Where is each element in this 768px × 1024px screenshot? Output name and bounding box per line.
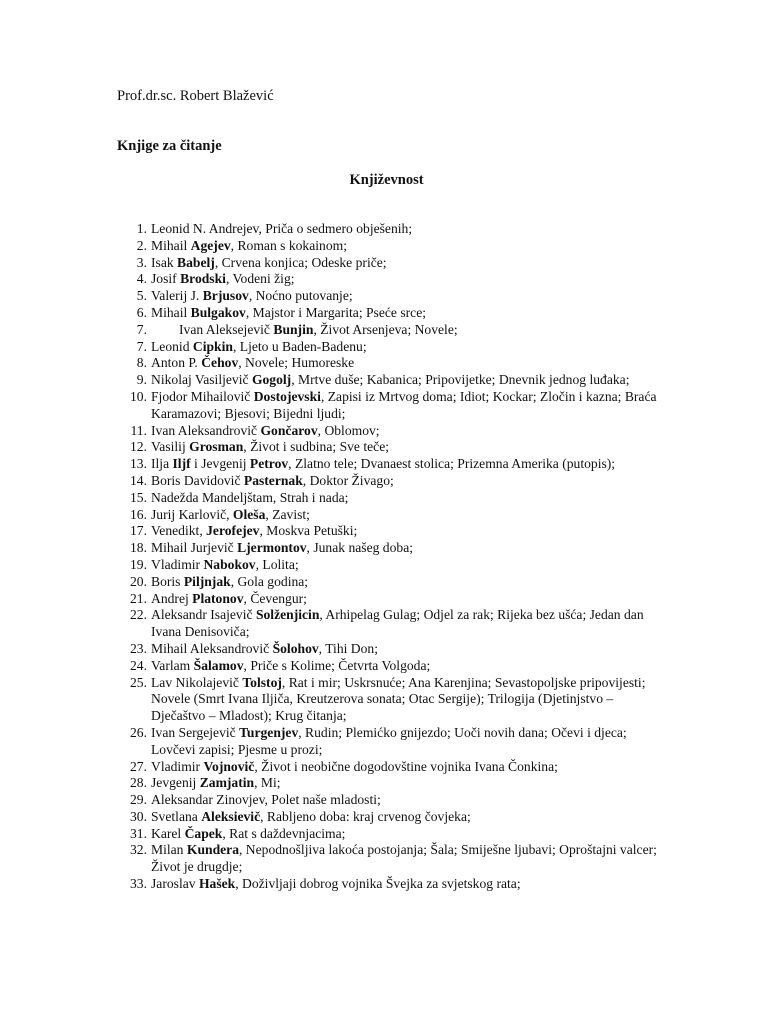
author-first-name: Jevgenij <box>151 775 200 791</box>
author-first-name: Boris Davidovič <box>151 472 244 488</box>
list-item-number: 12. <box>130 439 147 455</box>
list-item-number: 5. <box>136 288 147 304</box>
author-surname: Cipkin <box>192 338 233 354</box>
list-item-number: 4. <box>136 271 147 287</box>
list-item <box>117 238 657 255</box>
author-surname: Solženjicin <box>255 607 320 623</box>
author-first-name: Anton P. <box>151 355 202 371</box>
list-item-text <box>151 725 627 757</box>
list-item-text <box>151 389 657 421</box>
book-titles: , Lolita; <box>255 556 299 572</box>
list-item-text <box>151 255 387 270</box>
book-titles: , Zlatno tele; Dvanaest stolica; Prizemna Amerika (putopis); <box>288 456 616 472</box>
list-item-number: 8. <box>136 355 147 371</box>
list-item-text <box>151 439 389 454</box>
book-titles: , Tihi Don; <box>318 640 378 656</box>
list-item <box>117 439 657 456</box>
list-item <box>117 523 657 540</box>
book-titles: , Zavist; <box>265 506 310 522</box>
list-item <box>117 658 657 675</box>
book-titles: , Arhipelag Gulag; Odjel za rak; Rijeka bez ušća; Jedan dan Ivana Denisoviča; <box>151 607 644 640</box>
list-item-text <box>151 238 347 253</box>
author-surname: Nabokov <box>203 556 256 572</box>
book-titles: , Noćno putovanje; <box>248 288 353 304</box>
book-titles: , Roman s kokainom; <box>230 237 347 253</box>
book-titles: , Doktor Živago; <box>302 472 394 488</box>
list-item-text <box>151 792 381 807</box>
list-item-number: 23. <box>130 640 147 656</box>
author-first-name: Fjodor Mihailovič <box>151 388 254 404</box>
author-surname: Brjusov <box>202 288 249 304</box>
author-surname: Ljermontov <box>237 540 307 556</box>
author-surname: Čehov <box>201 355 239 371</box>
author-surname: Kundera <box>186 842 239 858</box>
list-item <box>117 473 657 490</box>
author-surname: Šalamov <box>193 657 244 673</box>
list-item-text <box>151 574 308 589</box>
list-item-text <box>151 641 378 656</box>
document-heading: Knjige za čitanje <box>117 138 222 154</box>
list-item-text <box>151 288 353 303</box>
list-item-number: 6. <box>136 304 147 320</box>
list-item-number: 15. <box>130 489 147 505</box>
author-first-name: Karel <box>151 825 185 841</box>
list-item-number: 22. <box>130 607 147 623</box>
author-surname: Iljf <box>172 456 191 472</box>
author-surname: Babelj <box>177 254 215 270</box>
author-first-name: Vasilij <box>151 439 190 455</box>
list-item-number: 19. <box>130 556 147 572</box>
list-item-text <box>151 607 644 639</box>
list-item-number: 14. <box>130 472 147 488</box>
list-item-number: 31. <box>130 825 147 841</box>
list-item-text <box>151 355 354 370</box>
author-first-name: Josif <box>151 271 181 287</box>
list-item-text <box>151 876 521 891</box>
list-item-text <box>151 423 380 438</box>
list-item <box>117 355 657 372</box>
list-item-text <box>151 557 299 572</box>
list-item-text <box>151 540 413 555</box>
author-surname: Zamjatin <box>199 775 255 791</box>
author-name: Prof.dr.sc. Robert Blažević <box>117 88 274 104</box>
list-item <box>117 305 657 322</box>
list-item <box>117 389 657 423</box>
book-titles: , Strah i nada; <box>272 489 349 505</box>
author-first-name: Ivan Aleksandrovič <box>151 422 261 438</box>
book-titles: , Nepodnošljiva lakoća postojanja; Šala; Smiješne ljubavi; Oproštajni valcer; Život je drugdje; <box>151 842 657 875</box>
book-titles: , Rat s daždevnjacima; <box>222 825 346 841</box>
list-item-number: 13. <box>130 456 147 472</box>
list-item-text <box>151 372 629 387</box>
book-list <box>117 221 657 893</box>
author-first-name: Ivan Sergejevič <box>151 724 240 740</box>
author-first-name: Mihail Aleksandrovič <box>151 640 273 656</box>
list-item-number: 1. <box>136 221 147 236</box>
list-item <box>117 725 657 759</box>
list-item-number: 2. <box>136 237 147 253</box>
author-connector: i Jevgenij <box>190 456 250 472</box>
list-item-text <box>151 271 295 286</box>
list-item <box>117 574 657 591</box>
list-item <box>117 792 657 809</box>
list-item <box>117 826 657 843</box>
list-item-text <box>151 339 367 354</box>
list-item-number: 30. <box>130 808 147 824</box>
author-surname: Šolohov <box>272 640 319 656</box>
author-first-name: Vladimir <box>151 758 204 774</box>
list-item-text <box>151 826 345 841</box>
list-item <box>117 842 657 876</box>
book-titles: , Vodeni žig; <box>225 271 295 287</box>
author-first-name: Venedikt, <box>151 523 207 539</box>
list-item-text <box>151 456 615 471</box>
list-item <box>117 372 657 389</box>
book-titles: , Rudin; Plemićko gnijezdo; Uoči novih dana; Očevi i djeca; Lovčevi zapisi; Pjesme u prozi; <box>151 724 627 757</box>
author-first-name: Boris <box>151 573 184 589</box>
list-item <box>117 221 657 238</box>
author-first-name: Mihail Jurjevič <box>151 540 238 556</box>
list-item-number: 27. <box>130 758 147 774</box>
list-item-number: 33. <box>130 876 147 892</box>
author-surname: Tolstoj <box>242 674 282 690</box>
book-titles: , Čevengur; <box>243 590 307 606</box>
book-titles: , Gola godina; <box>230 573 309 589</box>
list-item-text <box>151 305 426 320</box>
list-item-text <box>151 507 310 522</box>
author-first-name: Isak <box>151 254 178 270</box>
author-surname: Gončarov <box>260 422 318 438</box>
author-surname: Turgenjev <box>239 724 299 740</box>
list-item-text <box>151 658 430 673</box>
list-item-number: 11. <box>130 422 147 438</box>
list-item-number: 20. <box>130 573 147 589</box>
list-item-number: 7. <box>136 321 147 337</box>
list-item-number: 24. <box>130 657 147 673</box>
author-first-name: Mihail <box>151 304 191 320</box>
author-surname: Gogolj <box>251 372 292 388</box>
book-titles: , Crvena konjica; Odeske priče; <box>214 254 387 270</box>
author-surname: Jerofejev <box>206 523 260 539</box>
list-item <box>117 490 657 507</box>
book-titles: , Priča o sedmero obješenih; <box>258 221 413 236</box>
book-titles: , Polet naše mladosti; <box>264 792 381 808</box>
list-item <box>117 271 657 288</box>
list-item <box>117 591 657 608</box>
list-item-number: 10. <box>130 388 147 404</box>
author-first-name: Nikolaj Vasiljevič <box>151 372 252 388</box>
list-item-number: 26. <box>130 724 147 740</box>
list-item-text <box>151 221 412 236</box>
book-titles: , Život Arsenjeva; Novele; <box>313 321 458 337</box>
section-title: Književnost <box>349 172 424 188</box>
list-item-number: 21. <box>130 590 147 606</box>
list-item <box>117 507 657 524</box>
list-item <box>117 339 657 356</box>
list-item <box>117 322 657 339</box>
book-titles: , Priče s Kolime; Četvrta Volgoda; <box>243 657 431 673</box>
book-titles: , Mi; <box>254 775 281 791</box>
author-surname: Agejev <box>190 237 231 253</box>
list-item-text <box>151 842 657 874</box>
list-item-number: 32. <box>130 842 147 858</box>
list-item-number: 17. <box>130 523 147 539</box>
list-item <box>117 759 657 776</box>
book-titles: , Majstor i Margarita; Pseće srce; <box>245 304 427 320</box>
author-first-name: Jaroslav <box>151 876 199 892</box>
list-item <box>117 876 657 893</box>
list-item-number: 9. <box>136 372 147 388</box>
list-item-number: 16. <box>130 506 147 522</box>
author-first-name: Jurij Karlovič, <box>151 506 233 522</box>
list-item-number: 28. <box>130 775 147 791</box>
list-item-number: 7. <box>136 338 147 354</box>
author-first-name: Ilja <box>151 456 173 472</box>
book-titles: , Život i sudbina; Sve teče; <box>243 439 390 455</box>
list-item <box>117 607 657 641</box>
list-item <box>117 255 657 272</box>
book-titles: , Oblomov; <box>317 422 380 438</box>
list-item-text <box>151 759 558 774</box>
list-item-text <box>151 322 458 339</box>
list-item <box>117 540 657 557</box>
book-titles: , Doživljaji dobrog vojnika Švejka za svjetskog rata; <box>235 876 521 892</box>
book-titles: , Moskva Petuški; <box>259 523 358 539</box>
author-first-name: Andrej <box>151 590 193 606</box>
author-first-name: Varlam <box>151 657 194 673</box>
author-surname: Petrov <box>249 456 289 472</box>
list-item-text <box>151 490 348 505</box>
list-item-text <box>151 473 394 488</box>
list-item-text <box>151 809 471 824</box>
book-titles: , Junak našeg doba; <box>306 540 414 556</box>
list-item-text <box>151 523 357 538</box>
book-titles: , Rabljeno doba: kraj crvenog čovjeka; <box>260 808 471 824</box>
author-surname: Oleša <box>232 506 266 522</box>
author-surname: Pasternak <box>243 472 303 488</box>
list-item <box>117 809 657 826</box>
author-first-name: Valerij J. <box>151 288 203 304</box>
list-item-number: 18. <box>130 540 147 556</box>
book-titles: , Mrtve duše; Kabanica; Pripovijetke; Dnevnik jednog luđaka; <box>291 372 630 388</box>
author-first-name: Mihail <box>151 237 191 253</box>
author-first-name: Aleksandar Zinovjev <box>151 792 265 808</box>
list-item <box>117 423 657 440</box>
book-titles: , Ljeto u Baden-Badenu; <box>232 338 367 354</box>
list-item-number: 29. <box>130 792 147 808</box>
author-surname: Platonov <box>192 590 244 606</box>
book-titles: , Zapisi iz Mrtvog doma; Idiot; Kockar; Zločin i kazna; Braća Karamazovi; Bjesovi; Bijedni ljudi; <box>151 388 657 421</box>
author-first-name: Leonid N. Andrejev <box>151 221 259 236</box>
author-surname: Čapek <box>184 825 223 841</box>
author-first-name: Milan <box>151 842 187 858</box>
book-titles: , Rat i mir; Uskrsnuće; Ana Karenjina; Sevastopoljske pripovijesti; Novele (Smrt Ivana Iljiča, Kreutzerova sonata; Otac Sergije); Trilogija (Djetinjstvo – Dječaštvo – Mladost); Krug čitanja; <box>151 674 646 724</box>
author-first-name: Lav Nikolajevič <box>151 674 243 690</box>
list-item-text <box>151 675 645 724</box>
book-titles: , Novele; Humoreske <box>238 355 355 371</box>
list-item <box>117 775 657 792</box>
author-first-name: Nadežda Mandeljštam <box>151 489 273 505</box>
author-first-name: Ivan Aleksejevič <box>179 321 274 337</box>
author-first-name: Vladimir <box>151 556 204 572</box>
author-surname: Bunjin <box>273 321 314 337</box>
author-surname: Dostojevski <box>253 388 321 404</box>
book-titles: , Život i neobične dogodovštine vojnika Ivana Čonkina; <box>254 758 558 774</box>
author-first-name: Aleksandr Isajevič <box>151 607 256 623</box>
list-item-number: 25. <box>130 674 147 690</box>
list-item-text <box>151 775 281 790</box>
list-item-text <box>151 591 307 606</box>
list-item-number: 3. <box>136 254 147 270</box>
author-surname: Bulgakov <box>190 304 246 320</box>
list-item <box>117 675 657 725</box>
author-surname: Grosman <box>189 439 244 455</box>
author-surname: Piljnjak <box>183 573 231 589</box>
author-surname: Brodski <box>180 271 226 287</box>
author-surname: Aleksievič <box>201 808 261 824</box>
list-item <box>117 456 657 473</box>
list-item <box>117 557 657 574</box>
list-item <box>117 288 657 305</box>
author-first-name: Leonid <box>151 338 193 354</box>
author-surname: Hašek <box>198 876 236 892</box>
author-first-name: Svetlana <box>151 808 202 824</box>
list-item <box>117 641 657 658</box>
author-surname: Vojnovič <box>203 758 255 774</box>
